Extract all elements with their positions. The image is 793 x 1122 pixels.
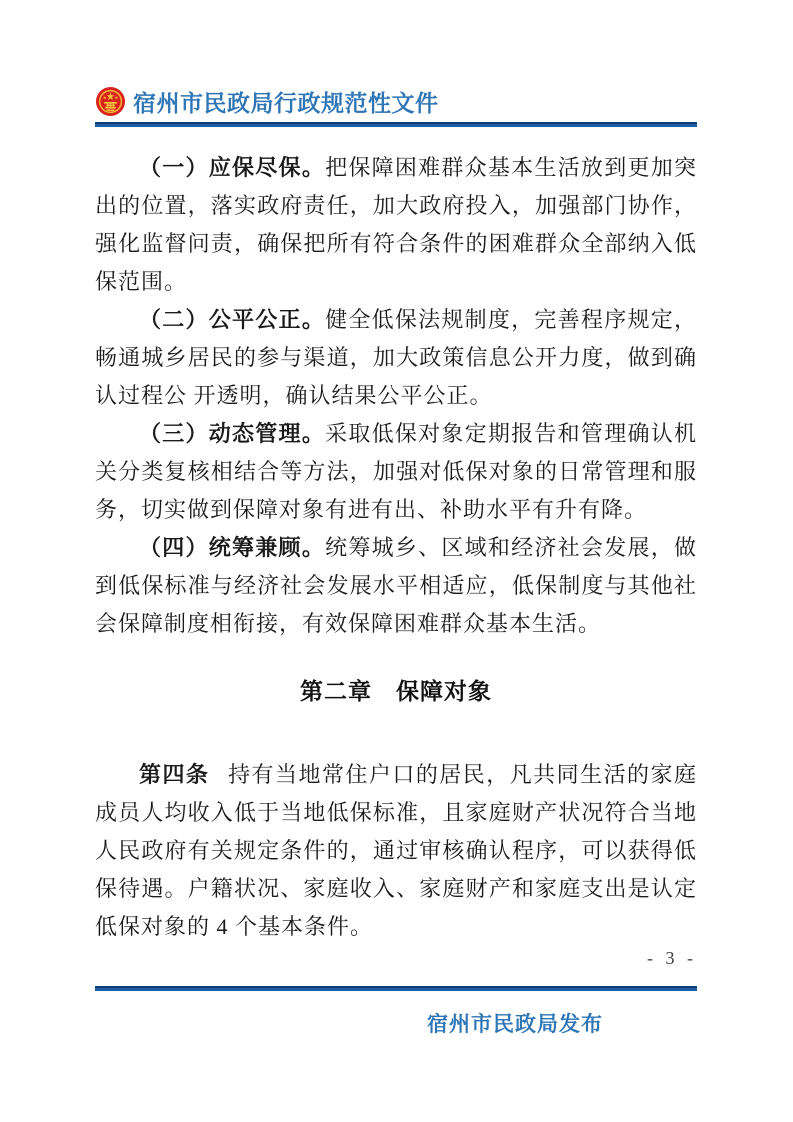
principle-2-text: 健全低保法规制度，完善程序规定， 畅通城乡居民的参与渠道，加大政策信息公开力度，做到确认过程公 开透明，确认结果公平公正。 [95, 307, 697, 408]
principle-paragraph-1 [95, 149, 697, 301]
principle-4-text: 统筹城乡、区域和经济社会发展，做到低保标准与经济社会发展水平相适应，低保制度与其他社会保障制度相衔接，有效保障困难群众基本生活。 [95, 535, 697, 636]
document-footer [95, 1008, 697, 1038]
header-divider-rule [95, 122, 697, 127]
principle-4-lead: （四）统筹兼顾。 [139, 535, 326, 560]
principle-1-lead: （一）应保尽保。 [139, 155, 326, 180]
document-header [95, 84, 697, 118]
chapter-heading: 第二章 保障对象 [300, 678, 492, 704]
page-number: - 3 - [647, 948, 697, 968]
article-4-paragraph [95, 756, 697, 946]
china-national-emblem-icon [95, 86, 126, 117]
document-body [95, 149, 697, 946]
document-header-title: 宿州市民政局行政规范性文件 [133, 89, 439, 116]
principle-1-text: 把保障困难群众基本生活放到更加突出的位置，落实政府责任，加大政府投入，加强部门协作， 强化监督问责，确保把所有符合条件的困难群众全部纳入低保范围。 [95, 155, 697, 294]
publisher-label: 宿州市民政局发布 [427, 1013, 603, 1036]
principle-3-text: 采取低保对象定期报告和管理确认机关分类复核相结合等方法，加强对低保对象的日常管理和服务，切实做到保障对象有进有出、补助水平有升有降。 [95, 421, 697, 522]
principle-3-lead: （三）动态管理。 [139, 421, 326, 446]
article-4-text: 持有当地常住户口的居民，凡共同生活的家庭成员人均收入低于当地低保标准，且家庭财产状况符合当地人民政府有关规定条件的，通过审核确认程序，可以获得低保待遇。户籍状况、家庭收入、家庭财产和家庭支出是认定低保对象的 4 个基本条件。 [95, 762, 697, 939]
principle-paragraph-2 [95, 301, 697, 415]
principle-paragraph-3 [95, 415, 697, 529]
principle-paragraph-4 [95, 529, 697, 643]
principle-2-lead: （二）公平公正。 [139, 307, 326, 332]
footer-divider-rule [95, 986, 697, 991]
article-4-lead: 第四条 [139, 762, 210, 787]
